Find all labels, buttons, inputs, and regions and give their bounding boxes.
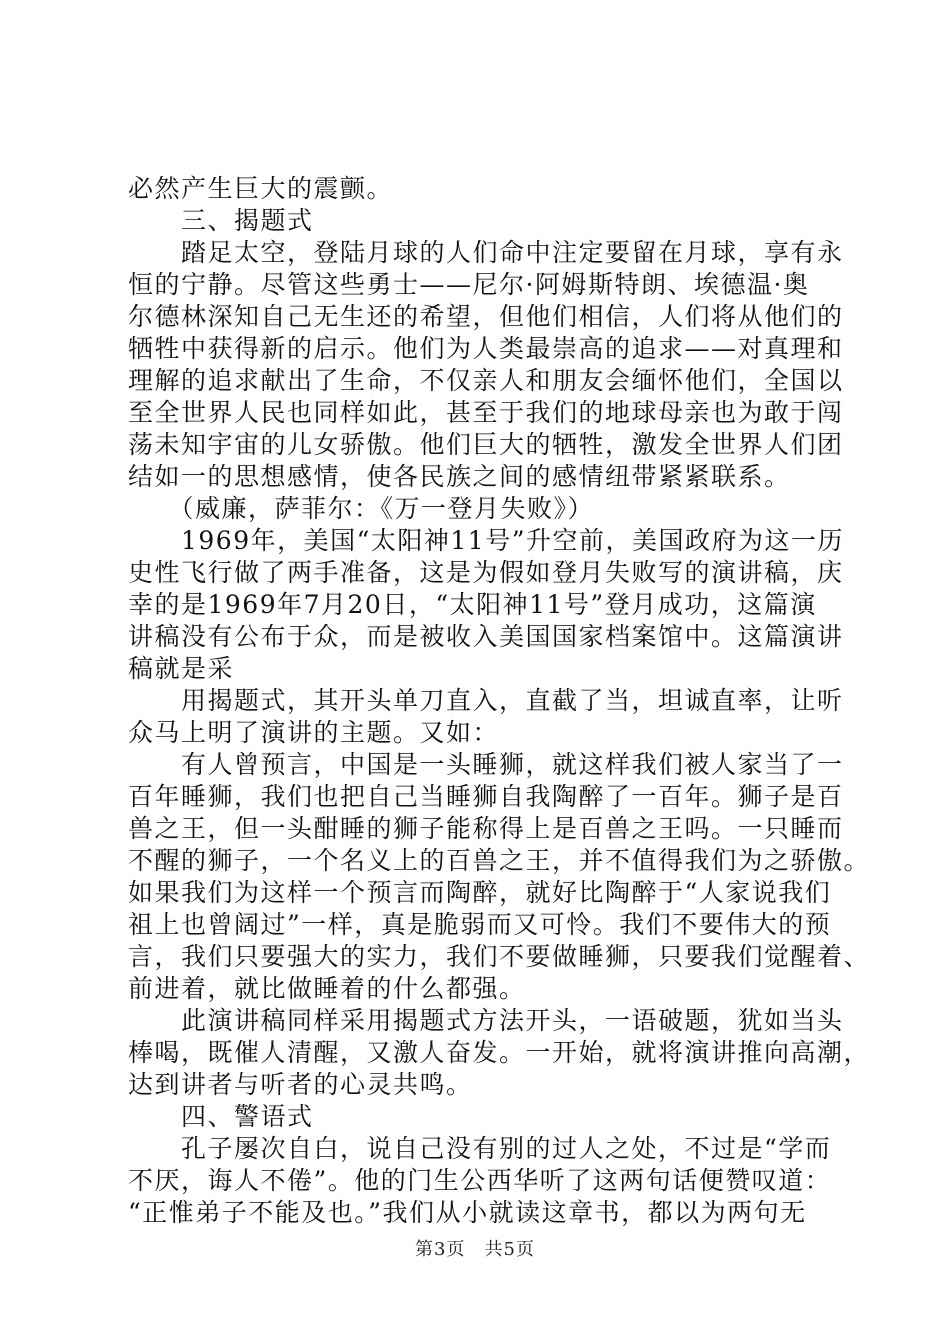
text-line: 棒喝，既催人清醒，又激人奋发。一开始，就将演讲推向高潮，: [128, 1038, 871, 1067]
text-line: 踏足太空，登陆月球的人们命中注定要留在月球，享有永: [128, 238, 844, 267]
text-line: 史性飞行做了两手准备，这是为假如登月失败写的演讲稿，庆: [128, 558, 844, 587]
text-line: 结如一的思想感情，使各民族之间的感情纽带紧紧联系。: [128, 462, 791, 491]
text-line: 百年睡狮，我们也把自己当睡狮自我陶醉了一百年。狮子是百: [128, 782, 844, 811]
text-line: 牺牲中获得新的启示。他们为人类最崇高的追求——对真理和: [128, 334, 844, 363]
text-line: 言，我们只要强大的实力，我们不要做睡狮，只要我们觉醒着、: [128, 942, 871, 971]
text-line: 祖上也曾阔过”一样，真是脆弱而又可怜。我们不要伟大的预: [128, 910, 832, 939]
text-line: 此演讲稿同样采用揭题式方法开头，一语破题，犹如当头: [128, 1006, 844, 1035]
text-line: 如果我们为这样一个预言而陶醉，就好比陶醉于“人家说我们: [128, 878, 832, 907]
text-line: “正惟弟子不能及也。”我们从小就读这章书，都以为两句无: [128, 1198, 807, 1227]
text-line: 幸的是1969年7月20日，“太阳神11号”登月成功，这篇演: [128, 590, 817, 619]
text-line: 稿就是采: [128, 654, 235, 683]
text-line: 恒的宁静。尽管这些勇士——尼尔·阿姆斯特朗、埃德温·奥: [128, 270, 810, 299]
text-line: 前进着，就比做睡着的什么都强。: [128, 974, 526, 1003]
text-line: 达到讲者与听者的心灵共鸣。: [128, 1070, 473, 1099]
text-line: 不醒的狮子，一个名义上的百兽之王，并不值得我们为之骄傲。: [128, 846, 871, 875]
text-line: 讲稿没有公布于众，而是被收入美国国家档案馆中。这篇演讲: [128, 622, 844, 651]
text-line: 用揭题式，其开头单刀直入，直截了当，坦诚直率，让听: [128, 686, 844, 715]
text-line: 荡未知宇宙的儿女骄傲。他们巨大的牺牲，激发全世界人们团: [128, 430, 844, 459]
text-line: 众马上明了演讲的主题。又如：: [128, 718, 500, 747]
text-line: 孔子屡次自白，说自己没有别的过人之处，不过是“学而: [128, 1134, 832, 1163]
text-line: 尔德林深知自己无生还的希望，但他们相信，人们将从他们的: [128, 302, 844, 331]
text-line: 有人曾预言，中国是一头睡狮，就这样我们被人家当了一: [128, 750, 844, 779]
text-line: 不厌，诲人不倦”。他的门生公西华听了这两句话便赞叹道：: [128, 1166, 832, 1195]
text-line: 兽之王，但一头酣睡的狮子能称得上是百兽之王吗。一只睡而: [128, 814, 844, 843]
section-heading: 三、揭题式: [128, 206, 314, 235]
text-line: 理解的追求献出了生命，不仅亲人和朋友会缅怀他们，全国以: [128, 366, 844, 395]
citation-line: （威廉，萨菲尔：《万一登月失败》）: [128, 494, 595, 523]
text-line: 至全世界人民也同样如此，甚至于我们的地球母亲也为敢于闯: [128, 398, 844, 427]
text-line: 1969年，美国“太阳神11号”升空前，美国政府为这一历: [128, 526, 844, 555]
section-heading: 四、警语式: [128, 1102, 314, 1131]
page-number-footer: 第3页 共5页: [415, 1239, 535, 1260]
text-line: 必然产生巨大的震颤。: [128, 174, 394, 203]
